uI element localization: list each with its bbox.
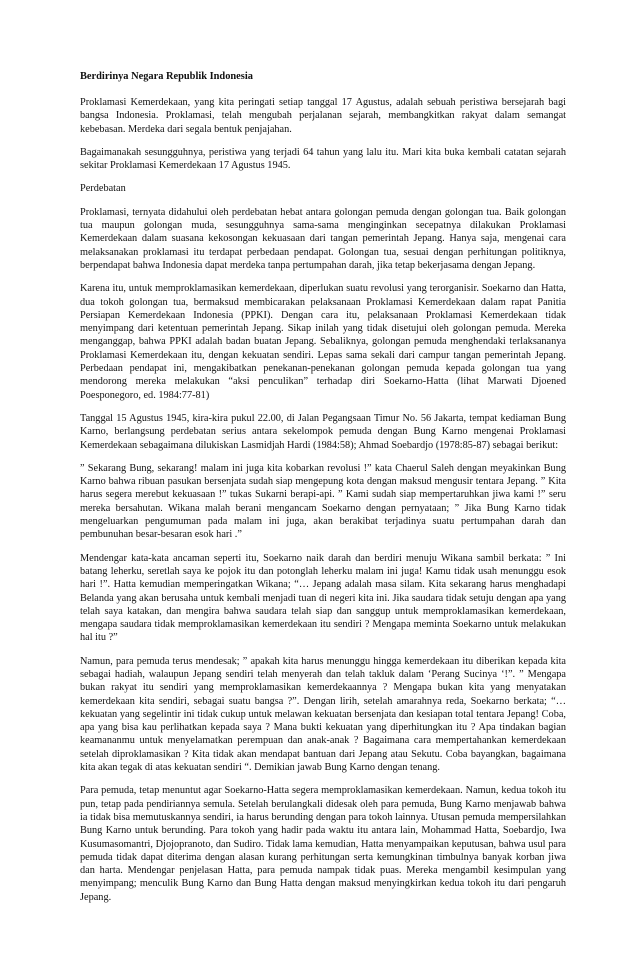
body-paragraph-6: Namun, para pemuda terus mendesak; ” apakah kita harus menunggu hingga kemerdekaan itu diberikan kepada kita sebagai hadiah, walaupun Jepang sendiri telah menyerah dan telah takluk dalam ‘Perang Sucinya ‘!”. ” Mengapa bukan rakyat itu sendiri yang memproklamasikan kemerdekaannya ? Mengapa bukan kita yang menyatakan kemerdekaan kita sendiri, sebagai suatu bangsa ?”. Dengan lirih, setelah amarahnya reda, Soekarno berkata; “… kekuatan yang segelintir ini tidak cukup untuk melawan kekuatan bersenjata dan kesiapan total tentara Jepang! Coba, apa yang bisa kau perlihatkan kepada saya ? Mana bukti kekuatan yang diperhitungkan itu ? Apa tindakan bagian keamananmu untuk menyelamatkan perempuan dan anak-anak ? Bagaimana cara mempertahankan kemerdekaan setelah diproklamasikan ? Kita tidak akan mendapat bantuan dari Jepang atau Sekutu. Coba bayangkan, bagaimana kita akan tegak di atas kekuatan sendiri “. Demikian jawab Bung Karno dengan tenang.: [80, 655, 566, 774]
body-paragraph-2: Karena itu, untuk memproklamasikan kemerdekaan, diperlukan suatu revolusi yang terorganisir. Soekarno dan Hatta, dua tokoh golongan tua, bermaksud membicarakan pelaksanaan Proklamasi Kemerdekaan dalam rapat Panitia Persiapan Kemerdekaan Indonesia (PPKI). Dengan cara itu, pelaksanaan Proklamasi Kemerdekaan tidak menyimpang dari ketentuan pemerintah Jepang. Sikap inilah yang tidak disetujui oleh golongan pemuda. Mereka menganggap, bahwa PPKI adalah badan buatan Jepang. Sebaliknya, golongan pemuda menghendaki terlaksananya Proklamasi Kemerdekaan itu, dengan kekuatan sendiri. Lepas sama sekali dari campur tangan pemerintah Jepang. Perbedaan pendapat ini, mengakibatkan penekanan-penekanan golongan pemuda kepada golongan tua yang mendorong mereka melakukan “aksi penculikan” terhadap diri Soekarno-Hatta (lihat Marwati Djoened Poesponegoro, ed. 1984:77-81): [80, 283, 566, 401]
intro-paragraph-1: Proklamasi Kemerdekaan, yang kita peringati setiap tanggal 17 Agustus, adalah sebuah peristiwa bersejarah bagi bangsa Indonesia. Proklamasi, telah mengubah perjalanan sejarah, membangkitkan rakyat dalam semangat kebebasan. Merdeka dari segala bentuk penjajahan.: [80, 97, 566, 135]
body-paragraph-3: Tanggal 15 Agustus 1945, kira-kira pukul 22.00, di Jalan Pegangsaan Timur No. 56 Jakarta, tempat kediaman Bung Karno, berlangsung perdebatan serius antara sekelompok pemuda dengan Bung Karno mengenai Proklamasi Kemerdekaan sebagaimana dilukiskan Lasmidjah Hardi (1984:58); Ahmad Soebardjo (1978:85-87) sebagai berikut:: [80, 412, 566, 451]
intro-paragraph-2: Bagaimanakah sesungguhnya, peristiwa yang terjadi 64 tahun yang lalu itu. Mari kita buka kembali catatan sejarah sekitar Proklamasi Kemerdekaan 17 Agustus 1945.: [80, 146, 566, 172]
body-paragraph-1: Proklamasi, ternyata didahului oleh perdebatan hebat antara golongan pemuda dengan golongan tua. Baik golongan tua maupun golongan muda, sesungguhnya sama-sama menginginkan secepatnya dilakukan Proklamasi Kemerdekaan dalam suasana kekosongan kekuasaan dari tangan pemerintah Jepang. Hanya saja, mengenai cara melaksanakan proklamasi itu terdapat perbedaan pendapat. Golongan tua, sesuai dengan perhitungan politiknya, berpendapat bahwa Indonesia dapat merdeka tanpa pertumpahan darah, jika tetap bekerjasama dengan Jepang.: [80, 206, 566, 271]
body-paragraph-4: ” Sekarang Bung, sekarang! malam ini juga kita kobarkan revolusi !” kata Chaerul Saleh dengan meyakinkan Bung Karno bahwa ribuan pasukan bersenjata sudah siap mengepung kota dengan maksud mengusir tentara Jepang. ” Kita harus segera merebut kekuasaan !” tukas Sukarni berapi-api. ” Kami sudah siap mempertaruhkan jiwa kami !” seru mereka bersahutan. Wikana malah berani mengancam Soekarno dengan pernyataan; ” Jika Bung Karno tidak mengeluarkan pengumuman pada malam ini juga, akan berakibat terjadinya suatu pertumpahan darah dan pembunuhan besar-besaran esok hari .”: [80, 462, 566, 541]
section-heading: Perdebatan: [80, 183, 126, 195]
document-page: [80, 70, 566, 914]
body-paragraph-5: Mendengar kata-kata ancaman seperti itu, Soekarno naik darah dan berdiri menuju Wikana sambil berkata: ” Ini batang leherku, seretlah saya ke pojok itu dan potonglah leherku malam ini juga! Kamu tidak usah menunggu esok hari !”. Hatta kemudian memperingatkan Wikana; “… Jepang adalah masa silam. Kita sekarang harus menghadapi Belanda yang akan berusaha untuk kembali menjadi tuan di negeri kita ini. Jika saudara tidak setuju dengan apa yang telah saya katakan, dan mengira bahwa saudara telah siap dan sanggup untuk memproklamasikan kemerdekaan, mengapa saudara tidak memproklamasikan kemerdekaan itu sendiri ? Mengapa meminta Soekarno untuk melakukan hal itu ?”: [80, 552, 566, 644]
body-paragraph-7: Para pemuda, tetap menuntut agar Soekarno-Hatta segera memproklamasikan kemerdekaan. Namun, kedua tokoh itu pun, tetap pada pendiriannya semula. Setelah berulangkali didesak oleh para pemuda, Bung Karno menjawab bahwa ia tidak bisa memutuskannya sendiri, ia harus berunding dengan para tokoh lainnya. Utusan pemuda mempersilahkan Bung Karno untuk berunding. Para tokoh yang hadir pada waktu itu antara lain, Mohammad Hatta, Soebardjo, Iwa Kusumasomantri, Djojopranoto, dan Sudiro. Tidak lama kemudian, Hatta menyampaikan keputusan, bahwa usul para pemuda tidak dapat diterima dengan alasan kurang perhitungan serta kemungkinan timbulnya banyak korban jiwa dan harta. Mendengar penjelasan Hatta, para pemuda nampak tidak puas. Mereka mengambil kesimpulan yang menyimpang; menculik Bung Karno dan Bung Hatta dengan maksud menyingkirkan kedua tokoh itu dari pengaruh Jepang.: [80, 785, 566, 903]
document-title: Berdirinya Negara Republik Indonesia: [80, 71, 253, 82]
